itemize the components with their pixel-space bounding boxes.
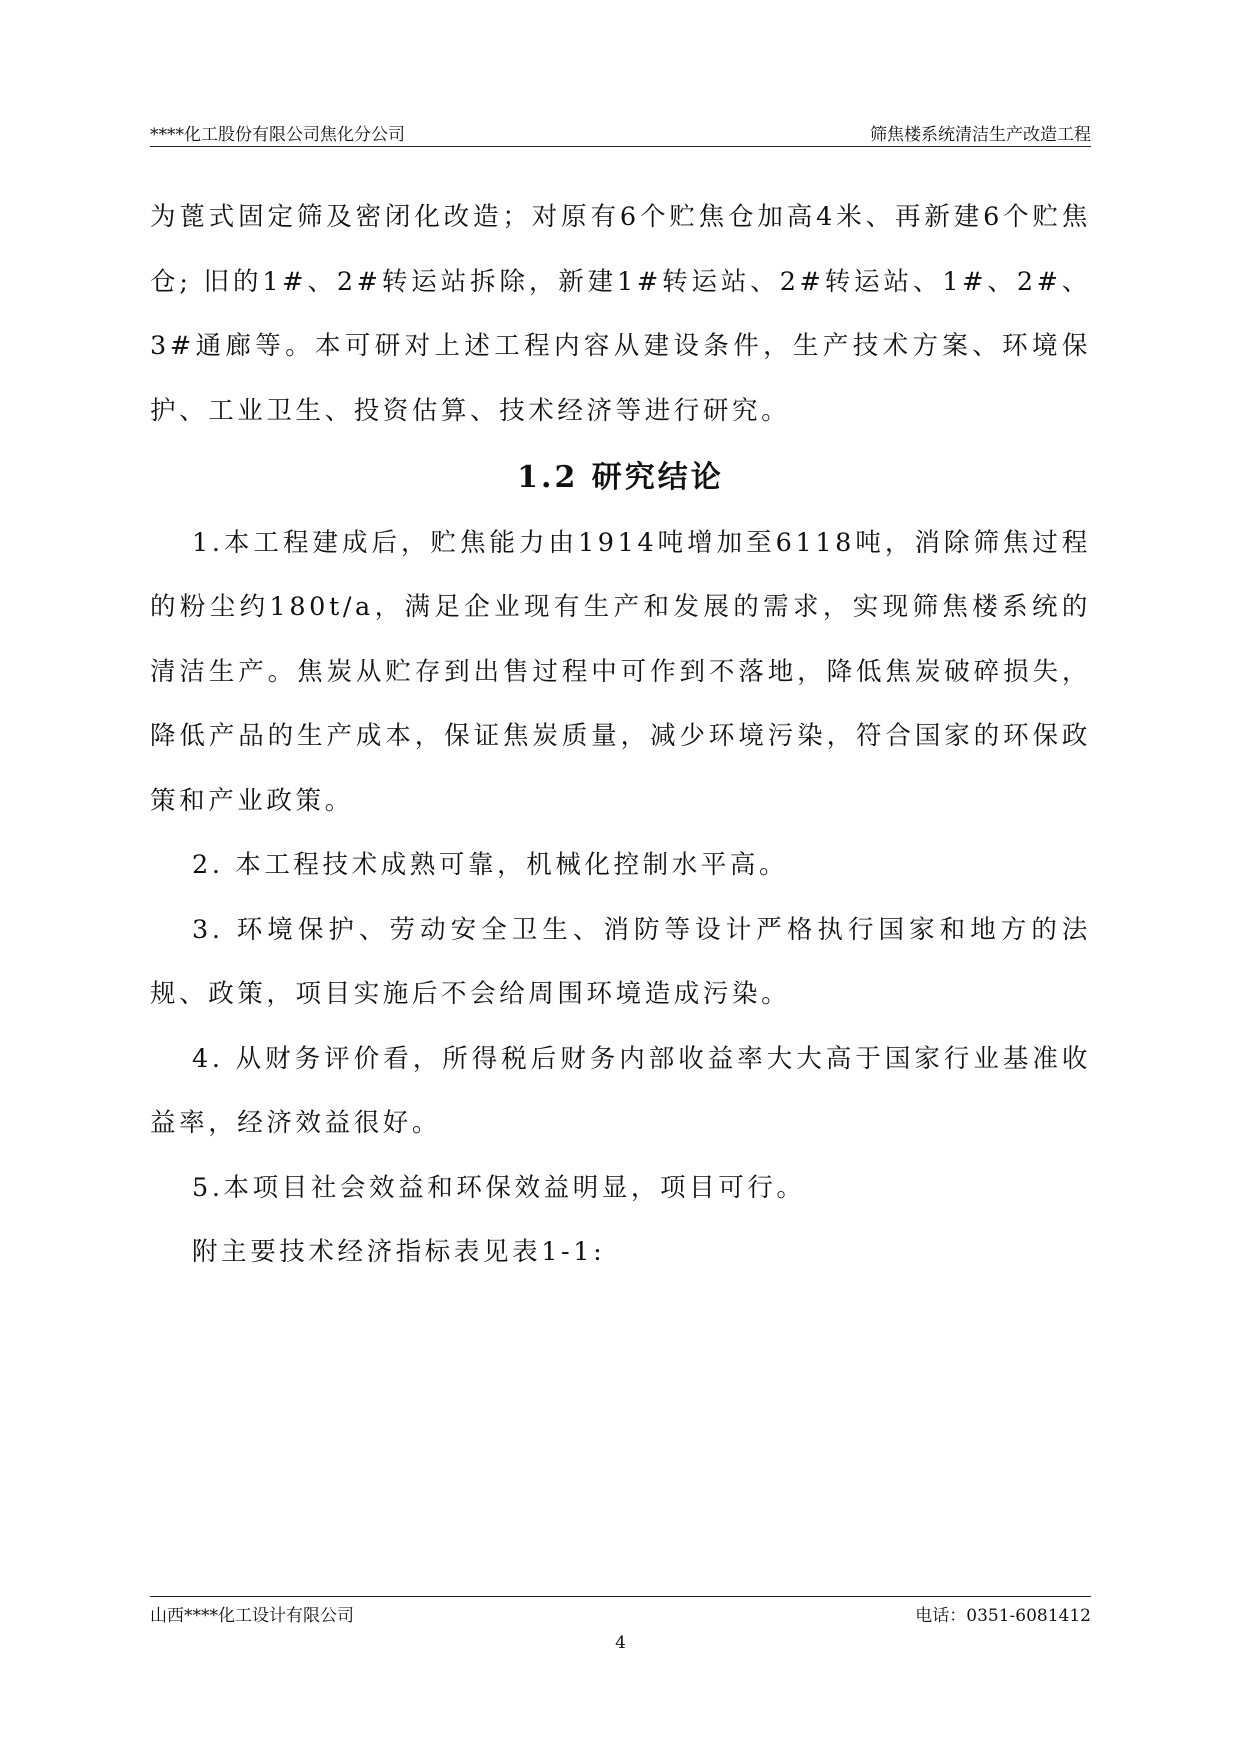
document-body [150, 185, 1091, 1285]
conclusion-item-1: 1.本工程建成后，贮焦能力由1914吨增加至6118吨，消除筛焦过程的粉尘约180t/a，满足企业现有生产和发展的需求，实现筛焦楼系统的清洁生产。焦炭从贮存到出售过程中可作到不落地，降低焦炭破碎损失，降低产品的生产成本，保证焦炭质量，减少环境污染，符合国家的环保政策和产业政策。 [150, 527, 1091, 816]
footer-phone: 电话：0351-6081412 [915, 1606, 1091, 1626]
section-heading: 1.2 研究结论 [517, 460, 724, 495]
conclusion-item-5: 5.本项目社会效益和环保效益明显，项目可行。 [192, 1172, 806, 1203]
page-footer [150, 1596, 1091, 1626]
conclusion-item-2: 2. 本工程技术成熟可靠，机械化控制水平高。 [192, 850, 789, 880]
page-number: 4 [615, 1633, 626, 1653]
table-reference-note: 附主要技术经济指标表见表1-1: [192, 1237, 606, 1267]
header-company-name: ****化工股份有限公司焦化分公司 [150, 125, 405, 145]
header-project-title: 筛焦楼系统清洁生产改造工程 [870, 125, 1091, 145]
conclusion-item-4: 4. 从财务评价看，所得税后财务内部收益率大大高于国家行业基准收益率，经济效益很好。 [150, 1043, 1091, 1138]
conclusion-item-3: 3. 环境保护、劳动安全卫生、消防等设计严格执行国家和地方的法规、政策，项目实施后不会给周围环境造成污染。 [150, 914, 1091, 1009]
footer-company-name: 山西****化工设计有限公司 [150, 1606, 354, 1626]
page-header [150, 116, 1091, 147]
intro-paragraph: 为蓖式固定筛及密闭化改造；对原有6个贮焦仓加高4米、再新建6个贮焦仓; 旧的1#、2#转运站拆除，新建1#转运站、2#转运站、1#、2#、3#通廊等。本可研对上述工程内容从建设条件，生产技术方案、环境保护、工业卫生、投资估算、技术经济等进行研究。 [150, 202, 1091, 426]
